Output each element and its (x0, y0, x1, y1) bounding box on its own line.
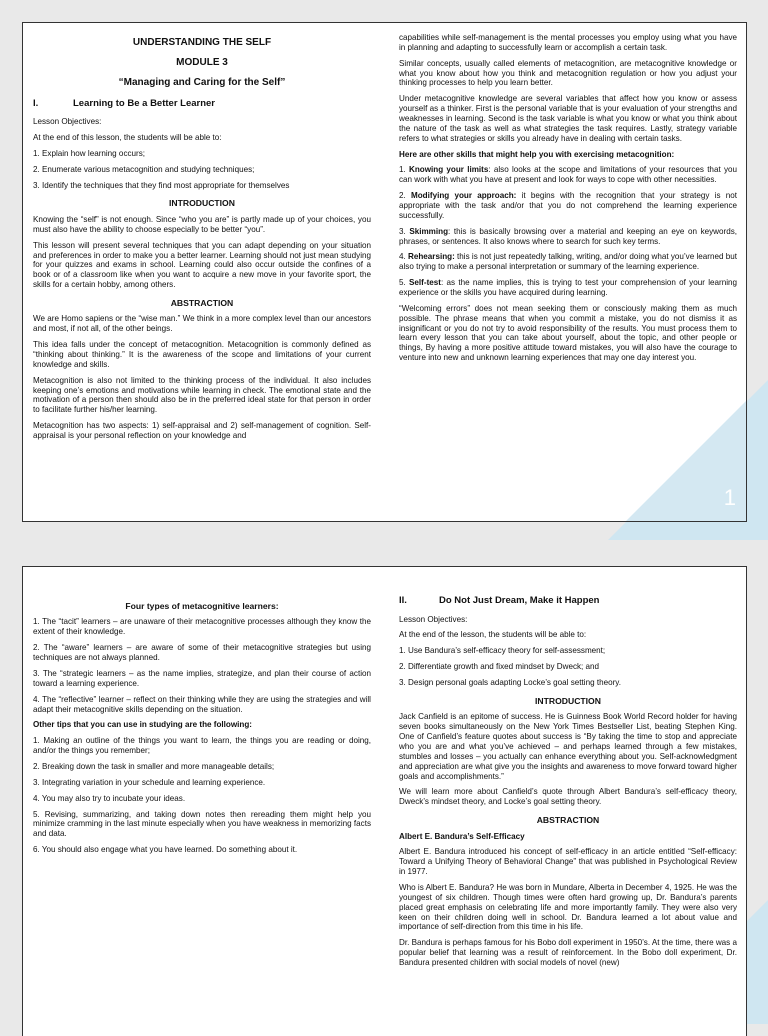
paragraph: This lesson will present several techniques that you can adapt depending on your situation and preferences in order to make you a better learner. Learning should not just mean studying for your quizzes and exams in school. Learning could also occur outside the confines of a book or of a classroom like when you want to acquire a new move in your favorite sport, the skills for a certain hobby, among others. (33, 240, 371, 290)
paragraph-heading: Here are other skills that might help you with exercising metacognition: (399, 149, 675, 159)
list-item: 2. The “aware” learners – are aware of some of their metacognitive strategies but using techniques are not always planned. (33, 643, 371, 663)
document-page-1 (22, 22, 747, 522)
list-item: 2. Breaking down the task in smaller and more manageable details; (33, 761, 275, 771)
paragraph: We will learn more about Canfield’s quote through Albert Bandura’s self-efficacy theory, Dweck’s mindset theory, and Locke’s goal setting theory. (399, 787, 737, 807)
list-item: 2. Differentiate growth and fixed mindset by Dweck; and (399, 662, 600, 672)
paragraph: This idea falls under the concept of metacognition. Metacognition is commonly defined as “thinking about thinking.” It is the awareness of the scope and limitations of your current knowledge and skills. (33, 340, 371, 369)
right-column (399, 593, 737, 974)
heading-abstraction: ABSTRACTION (170, 297, 234, 308)
paragraph: Similar concepts, usually called elements of metacognition, are metacognitive knowledge or what you know about how you think and metacognition regulation or how you adjust your thinking processes to help you learn better. (399, 58, 737, 88)
page-number: 1 (723, 485, 736, 510)
list-item: 5. Self-test: as the name implies, this is trying to test your comprehension of your learning experience or the skills you have acquired during learning. (399, 278, 737, 298)
list-item: 3. Design personal goals adapting Locke’s goal setting theory. (399, 678, 621, 688)
section-number: I. (33, 97, 39, 109)
section-title: Learning to Be a Better Learner (73, 97, 216, 109)
heading-abstraction: ABSTRACTION (536, 815, 600, 826)
paragraph: Jack Canfield is an epitome of success. He is Guinness Book World Record holder for having seven books simultaneously on the New York Times Bestseller List, beating Stephen King. One of Canfield’s feature quotes about success is “By taking the time to stop and appreciate who you are and what you’ve achieved – and perhaps learned through a few mistakes, stumbles and losses – you actually can enhance everything about you. Self-acknowledgment and appreciation are what give you the insights and awareness to move forward toward higher goals and accomplishments.” (399, 712, 737, 781)
right-column (399, 33, 737, 369)
definition: : this is basically browsing over a material and keeping an eye on keywords, phrases, or sentences. It also knows where to search for such key terms. (399, 226, 737, 246)
definition: it begins with the recognition that your strategy is not appropriate with the task and/or that you do not comprehend the learning experience successfully. (399, 191, 738, 220)
term: Knowing your limits (409, 165, 489, 175)
paragraph: Lesson Objectives: (33, 117, 102, 127)
paragraph: At the end of the lesson, the students will be able to: (399, 630, 587, 640)
list-item: 3. Integrating variation in your schedule and learning experience. (33, 777, 266, 787)
paragraph: “Welcoming errors” does not mean seeking them or consciously making them as much possible. The phrase means that when you commit a mistake, you do not dismiss it as insignificant or you do not try to avoid responsibility of the results. You must process them to learn every lesson that you can take about yourself, about the topic, and other people or things, By having a more positive attitude toward mistakes, you will also have the courage to venture into new and unknown learning experiences that may one day interest you. (399, 303, 737, 363)
section-heading (33, 98, 371, 110)
paragraph: Knowing the “self” is not enough. Since “who you are” is partly made up of your choices, you must also have the ability to choose especially to be better “you”. (33, 214, 371, 234)
document-title: UNDERSTANDING THE SELF (132, 37, 272, 48)
term: Skimming (409, 226, 449, 236)
list-item: 5. Revising, summarizing, and taking down notes then rereading them might help you minimize cramming in the last minute especially when you have weakness in memorizing facts and data. (33, 809, 371, 839)
left-column (33, 33, 371, 447)
list-item: 4. The “reflective” learner – reflect on their thinking while they are using the strategies and will adapt their metacognitive skills depending on the situation. (33, 694, 371, 714)
module-title: MODULE 3 (176, 57, 228, 69)
term: Self-test (409, 278, 441, 288)
list-item: 3. The “strategic learners – as the name implies, strategize, and plan their course of action toward a learning experience. (33, 668, 371, 688)
subheading-bandura: Albert E. Bandura’s Self-Efficacy (399, 831, 525, 841)
list-item: 2. Enumerate various metacognition and studying techniques; (33, 164, 255, 174)
left-column (33, 593, 371, 861)
list-item: 4. Rehearsing: this is not just repeatedly talking, writing, and/or doing what you’ve learned but also trying to make a personal interpretation or summary of the learning experience. (399, 252, 737, 272)
module-subtitle: “Managing and Caring for the Self” (118, 77, 286, 89)
section-heading (399, 595, 737, 607)
paragraph: Metacognition has two aspects: 1) self-appraisal and 2) self-management of cognition. Self-appraisal is your personal reflection on your knowledge and (33, 421, 371, 441)
section-number: II. (399, 595, 407, 606)
paragraph: Lesson Objectives: (399, 614, 468, 624)
list-item: 6. You should also engage what you have learned. Do something about it. (33, 845, 298, 855)
paragraph: Who is Albert E. Bandura? He was born in Mundare, Alberta in December 4, 1925. He was the youngest of six children. Though times were often hard growing up, Dr. Bandura’s parents placed great emphasis on celebrating life and more importantly family. They were also very keen on their children doing well in school. Dr. Bandura learned a lot about value and importance of self-direction from this time in his life. (399, 883, 737, 932)
list-item: 1. Explain how learning occurs; (33, 148, 146, 158)
paragraph: capabilities while self-management is the mental processes you employ using what you have in planning and adapting to successfully learn or accomplish a certain task. (399, 33, 737, 52)
paragraph: Dr. Bandura is perhaps famous for his Bobo doll experiment in 1950’s. At the time, there was a popular belief that learning was a result of reinforcement. In the Bobo doll experiment, Dr. Bandura presented children with social models of novel (new) (399, 938, 737, 968)
list-item: 1. Knowing your limits: also looks at the scope and limitations of your resources that you can work with what you have at present and look for ways to cope with other necessities. (399, 165, 737, 185)
paragraph: At the end of this lesson, the students will be able to: (33, 133, 222, 142)
paragraph: Metacognition is also not limited to the thinking process of the individual. It also includes keeping one’s emotions and motivations while learning in check. The emotional state and the motivation of a person then should also be in the preferred ideal state for that person in order to facilitate further his/her learning. (33, 375, 371, 415)
term: Modifying your approach: (411, 191, 517, 201)
list-item: 4. You may also try to incubate your ideas. (33, 793, 186, 803)
definition: : as the name implies, this is trying to test your comprehension of your learning experience or the skills you have acquired during learning. (399, 278, 737, 298)
list-item: 3. Identify the techniques that they find most appropriate for themselves (33, 180, 290, 190)
definition: this is not just repeatedly talking, writing, and/or doing what you’ve learned but also trying to make a personal interpretation or summary of the learning experience. (399, 252, 737, 272)
definition: : also looks at the scope and limitations of your resources that you can work with what you have at present and look for ways to cope with other necessities. (399, 165, 737, 185)
term: Rehearsing: (408, 252, 455, 262)
paragraph: We are Homo sapiens or the “wise man.” We think in a more complex level than our ancestors and most, if not all, of the other beings. (33, 314, 371, 334)
list-item: 1. The “tacit” learners – are unaware of their metacognitive processes although they know the extent of their knowledge. (33, 617, 371, 637)
section-title: Do Not Just Dream, Make it Happen (439, 595, 600, 606)
list-item: 2. Modifying your approach: it begins with the recognition that your strategy is not appropriate with the task and/or that you do not comprehend the learning experience successfully. (399, 191, 738, 220)
paragraph: Albert E. Bandura introduced his concept of self-efficacy in an article entitled “Self-efficacy: Toward a Unifying Theory of Behavioral Change” that was published in Psychological Review in 1977. (399, 847, 737, 877)
list-item: 1. Use Bandura’s self-efficacy theory for self-assessment; (399, 646, 606, 656)
list-item: 1. Making an outline of the things you want to learn, the things you are reading or doing, and/or the things you remember; (33, 736, 371, 756)
document-page-2 (22, 566, 747, 1036)
paragraph-heading: Other tips that you can use in studying are the following: (33, 720, 252, 730)
heading-learner-types: Four types of metacognitive learners: (125, 601, 279, 611)
paragraph: Under metacognitive knowledge are several variables that affect how you know or assess yourself as a thinker. First is the personal variable that is your evaluation of your strengths and weaknesses in learning. Second is the task variable is what you know or what you think about the nature of the task as well as what strategies the task requires. Lastly, strategy variable refers to what strategies or skills you already have in dealing with certain tasks. (399, 94, 737, 143)
heading-introduction: INTRODUCTION (169, 198, 235, 209)
heading-introduction: INTRODUCTION (535, 695, 601, 706)
list-item: 3. Skimming: this is basically browsing over a material and keeping an eye on keywords, phrases, or sentences. It also knows where to search for such key terms. (399, 226, 737, 246)
